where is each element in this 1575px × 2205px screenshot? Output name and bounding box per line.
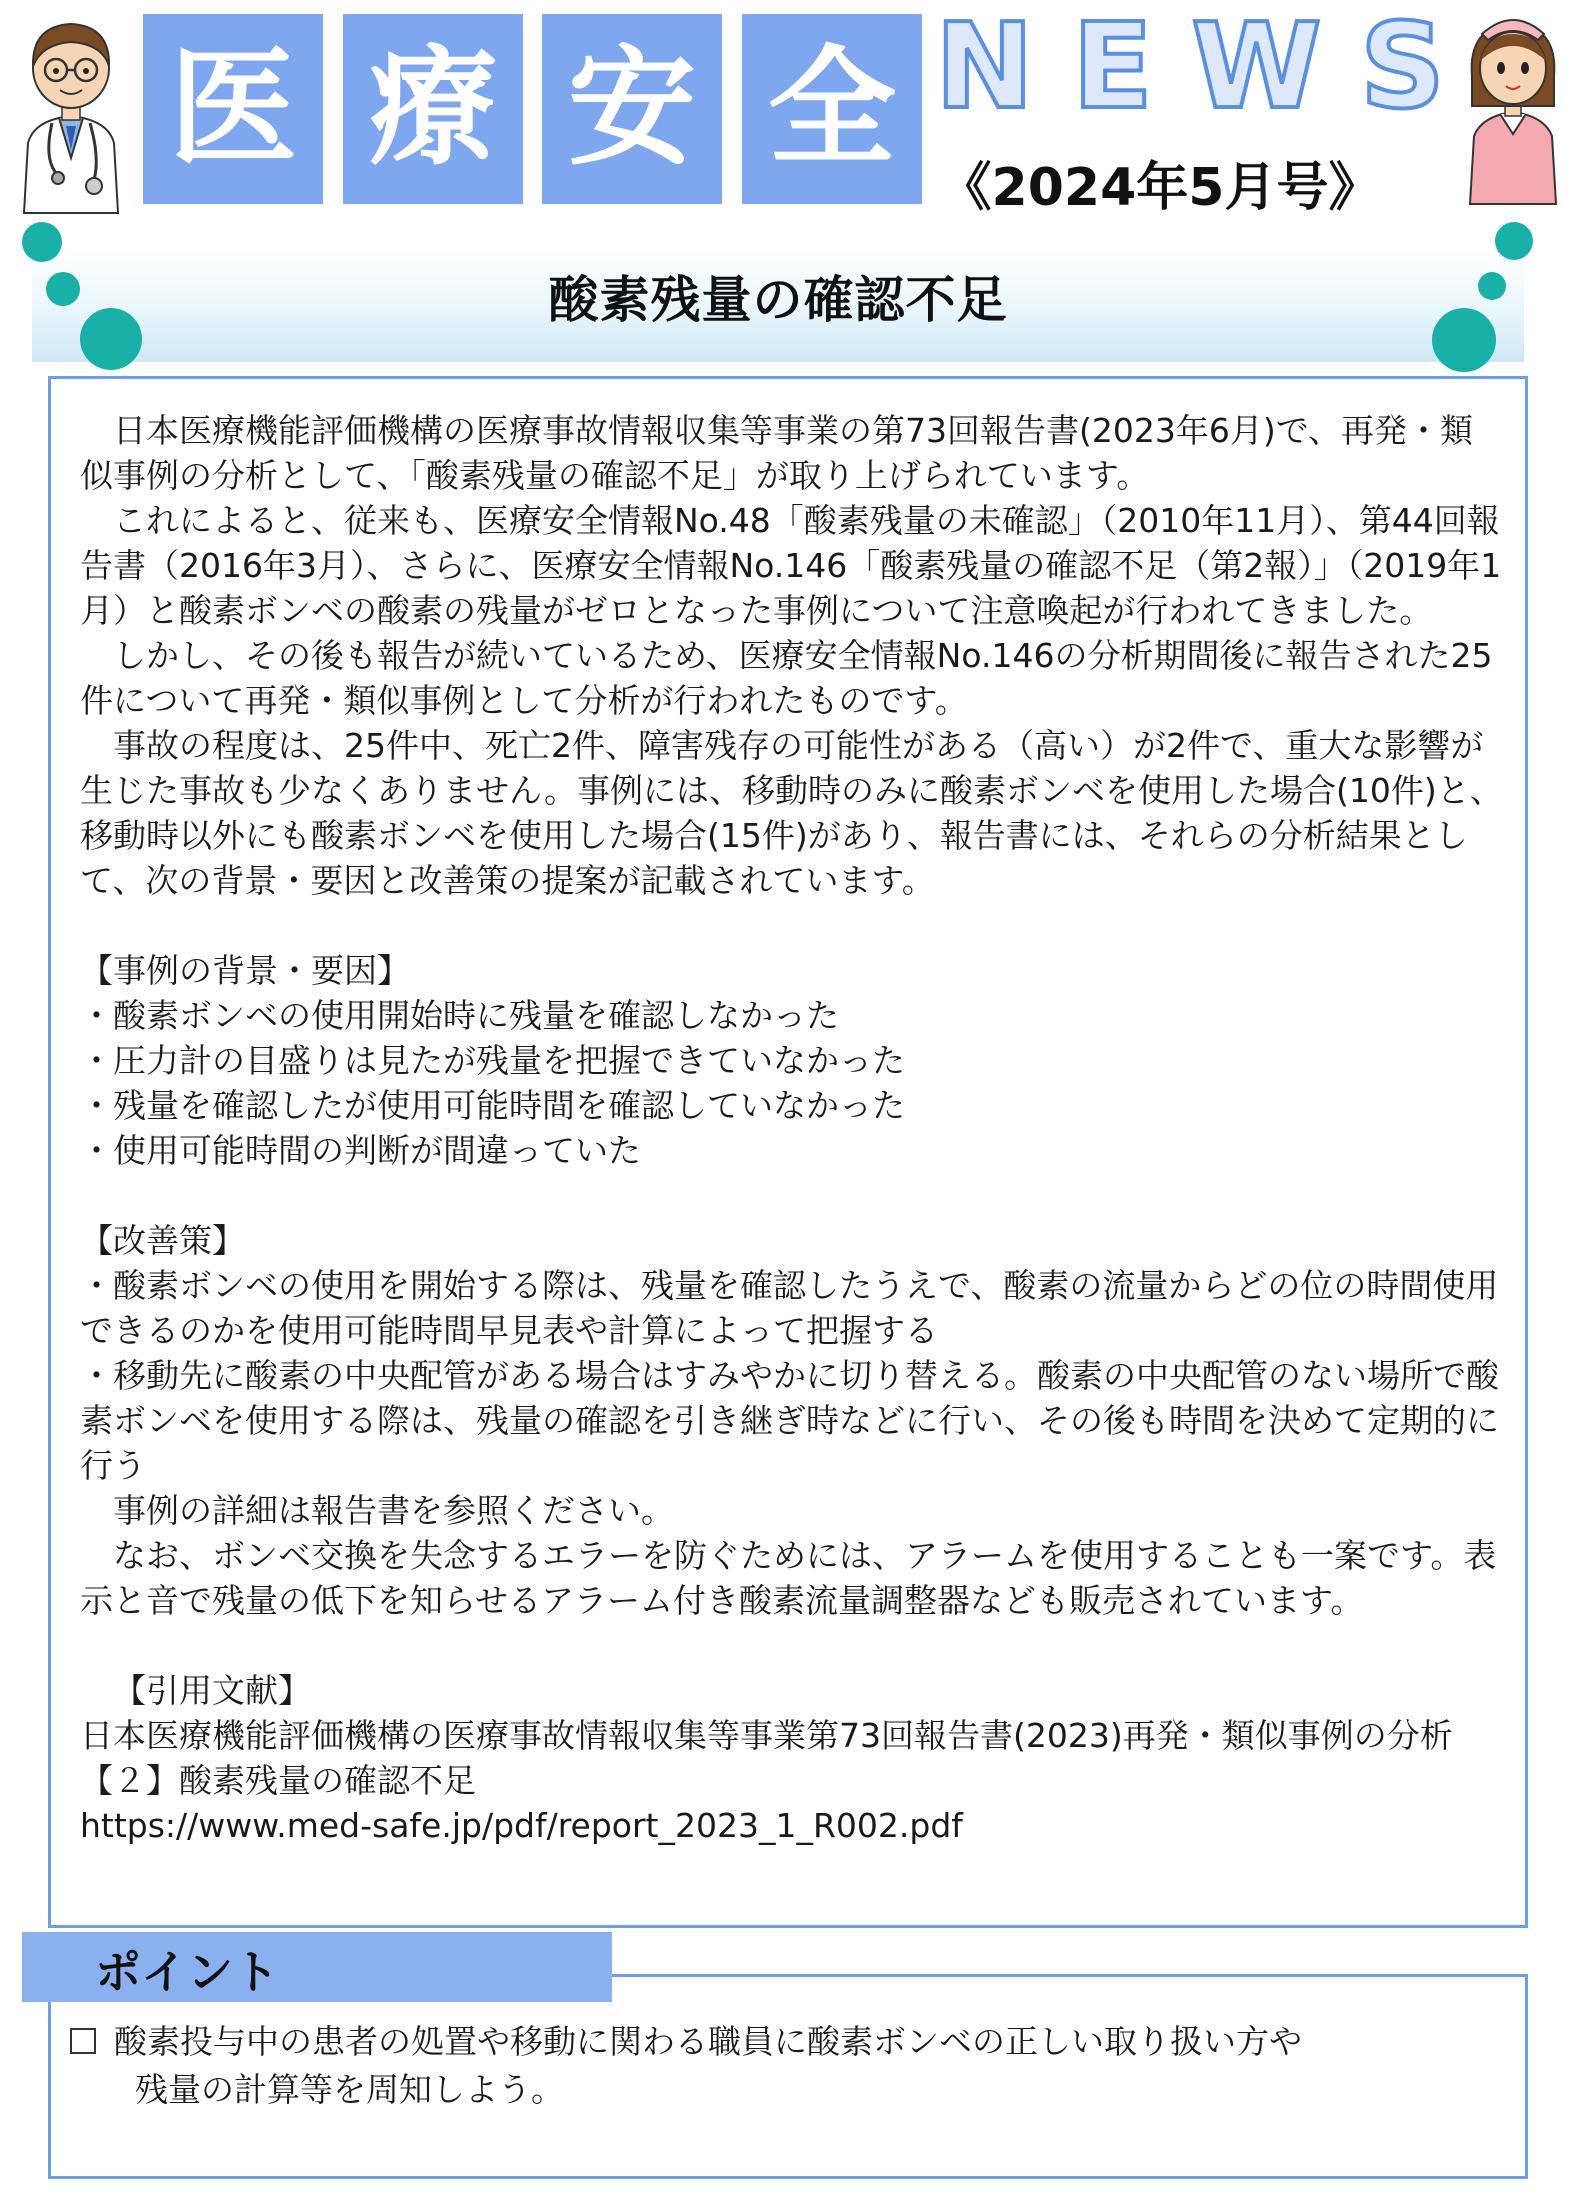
title-char-4: 全: [742, 14, 922, 204]
article-paragraph: しかし、その後も報告が続いているため、医療安全情報No.146の分析期間後に報告された25件について再発・類似事例として分析が行われたものです。: [80, 636, 1493, 720]
article-paragraph: これによると、従来も、医療安全情報No.48「酸素残量の未確認」（2010年11月）、第44回報告書（2016年3月）、さらに、医療安全情報No.146「酸素残量の確認不足（第2報）」（2019年1月）と酸素ボンベの酸素の残量がゼロとなった事例について注意喚起が行われてきました。: [80, 501, 1502, 630]
improvement-item: ・酸素ボンベの使用を開始する際は、残量を確認したうえで、酸素の流量からどの位の時間使用できるのかを使用可能時間早見表や計算によって把握する: [80, 1266, 1499, 1350]
improvement-heading: 【改善策】: [80, 1221, 245, 1260]
article-paragraph: 日本医療機能評価機構の医療事故情報収集等事業の第73回報告書(2023年6月)で、再発・類似事例の分析として、「酸素残量の確認不足」が取り上げられています。: [80, 411, 1474, 495]
closing-paragraph: 事例の詳細は報告書を参照ください。: [113, 1491, 674, 1530]
decor-dot: [22, 222, 62, 262]
background-item: ・圧力計の目盛りは見たが残量を把握できていなかった: [80, 1041, 905, 1080]
background-item: ・酸素ボンベの使用開始時に残量を確認しなかった: [80, 996, 839, 1035]
reference-url[interactable]: https://www.med-safe.jp/pdf/report_2023_1_R002.pdf: [80, 1806, 963, 1845]
title-char-2: 療: [343, 14, 523, 204]
article-body: [80, 408, 1505, 1848]
point-label: ポイント: [95, 1945, 279, 1999]
article-paragraph: 事故の程度は、25件中、死亡2件、障害残存の可能性がある（高い）が2件で、重大な影響が生じた事故も少なくありません。事例には、移動時のみに酸素ボンベを使用した場合(10件)と、移動時以外にも酸素ボンベを使用した場合(15件)があり、報告書には、それらの分析結果として、次の背景・要因と改善策の提案が記載されています。: [80, 726, 1503, 900]
news-letter: S: [1360, 0, 1445, 135]
nurse-illustration: [1458, 6, 1568, 206]
point-line: 残量の計算等を周知しよう。: [135, 2070, 564, 2109]
checkbox-icon[interactable]: [70, 2028, 96, 2054]
improvement-item: ・移動先に酸素の中央配管がある場合はすみやかに切り替える。酸素の中央配管のない場所で酸素ボンベを使用する際は、残量の確認を引き継ぎ時などに行い、その後も時間を決めて定期的に行う: [80, 1356, 1499, 1485]
point-line: 酸素投与中の患者の処置や移動に関わる職員に酸素ボンベの正しい取り扱い方や: [114, 2022, 1302, 2061]
closing-paragraph: なお、ボンベ交換を失念するエラーを防ぐためには、アラームを使用することも一案です。表示と音で残量の低下を知らせるアラーム付き酸素流量調整器なども販売されています。: [80, 1536, 1497, 1620]
title-char-1: 医: [143, 14, 323, 204]
reference-heading: 【引用文献】: [113, 1671, 311, 1710]
news-letter: N: [935, 0, 1034, 135]
title-char-3: 安: [542, 14, 722, 204]
page-title: 酸素残量の確認不足: [548, 271, 1008, 329]
issue-date: 《2024年5月号》: [939, 158, 1381, 218]
background-item: ・残量を確認したが使用可能時間を確認していなかった: [80, 1086, 905, 1125]
reference-text: 日本医療機能評価機構の医療事故情報収集等事業第73回報告書(2023)再発・類似事例の分析【２】酸素残量の確認不足: [80, 1716, 1453, 1800]
background-heading: 【事例の背景・要因】: [80, 951, 410, 990]
point-text: [70, 2018, 1470, 2114]
decor-dot: [1495, 222, 1533, 260]
news-wordmark: [935, 0, 1445, 135]
news-letter: E: [1072, 0, 1153, 135]
news-letter: W: [1191, 0, 1322, 135]
background-item: ・使用可能時間の判断が間違っていた: [80, 1131, 641, 1170]
doctor-illustration: [14, 8, 129, 218]
